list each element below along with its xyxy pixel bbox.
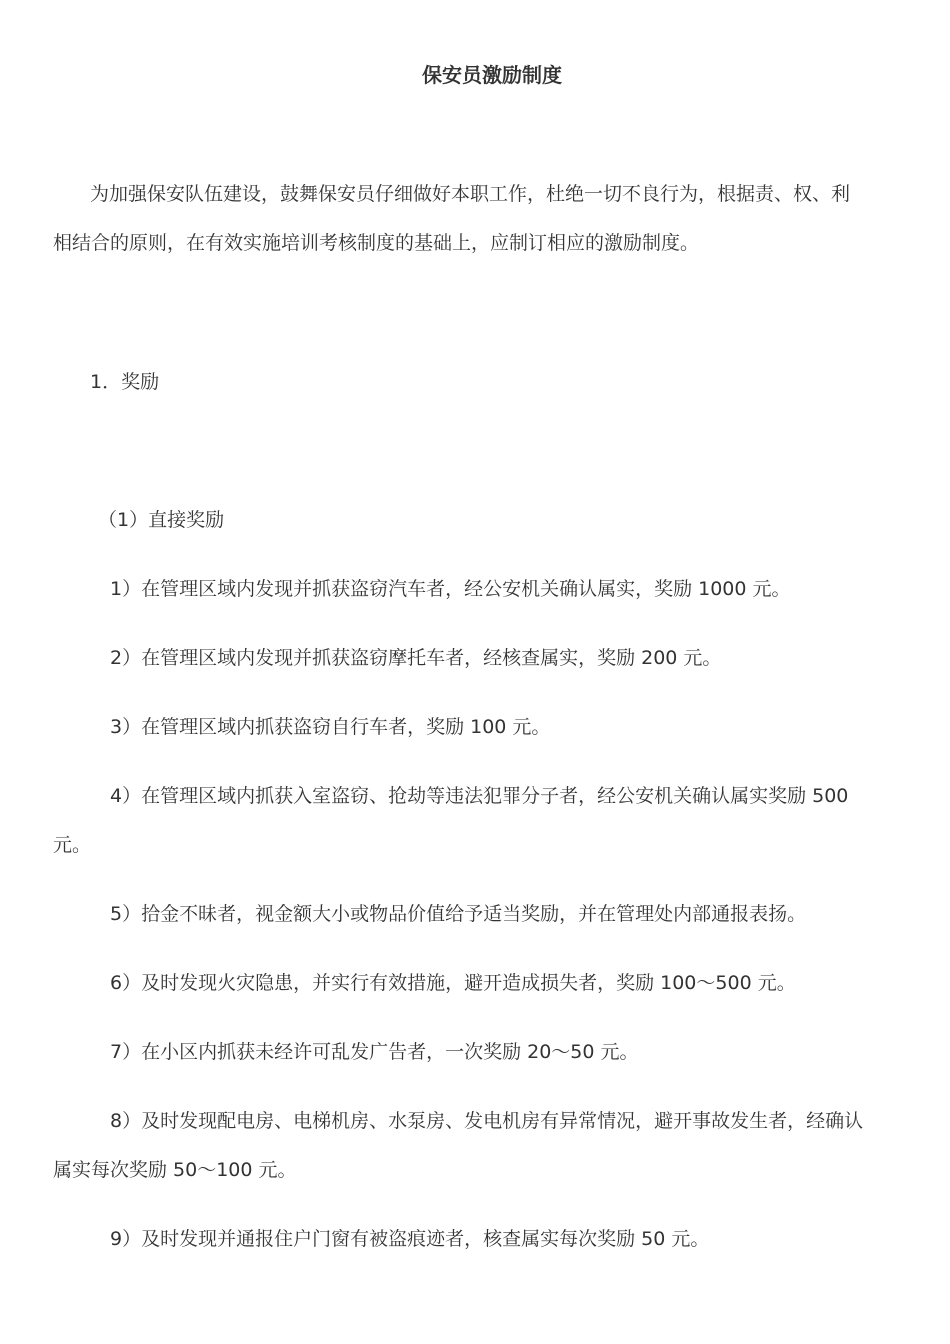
list-item: 8）及时发现配电房、电梯机房、水泵房、发电机房有异常情况，避开事故发生者，经确认	[110, 1110, 864, 1132]
section-heading-rewards: 1．奖励	[90, 371, 160, 393]
list-item: 2）在管理区域内发现并抓获盗窃摩托车者，经核查属实，奖励 200 元。	[110, 647, 722, 669]
intro-paragraph-line-1: 为加强保安队伍建设，鼓舞保安员仔细做好本职工作，杜绝一切不良行为，根据责、权、利	[90, 183, 851, 205]
list-item-continuation: 元。	[53, 834, 92, 856]
list-item: 9）及时发现并通报住户门窗有被盗痕迹者，核查属实每次奖励 50 元。	[110, 1228, 710, 1250]
page-title: 保安员激励制度	[422, 63, 562, 87]
list-item: 3）在管理区域内抓获盗窃自行车者，奖励 100 元。	[110, 716, 551, 738]
list-item-continuation: 属实每次奖励 50～100 元。	[53, 1159, 297, 1181]
list-item: 6）及时发现火灾隐患，并实行有效措施，避开造成损失者，奖励 100～500 元。	[110, 972, 796, 994]
list-item: 4）在管理区域内抓获入室盗窃、抢劫等违法犯罪分子者，经公安机关确认属实奖励 500	[110, 785, 849, 807]
subsection-heading-direct-rewards: （1）直接奖励	[98, 509, 225, 531]
list-item: 1）在管理区域内发现并抓获盗窃汽车者，经公安机关确认属实，奖励 1000 元。	[110, 578, 791, 600]
list-item: 7）在小区内抓获未经许可乱发广告者，一次奖励 20～50 元。	[110, 1041, 639, 1063]
list-item: 5）拾金不昧者，视金额大小或物品价值给予适当奖励，并在管理处内部通报表扬。	[110, 903, 807, 925]
intro-paragraph-line-2: 相结合的原则，在有效实施培训考核制度的基础上，应制订相应的激励制度。	[53, 232, 700, 254]
